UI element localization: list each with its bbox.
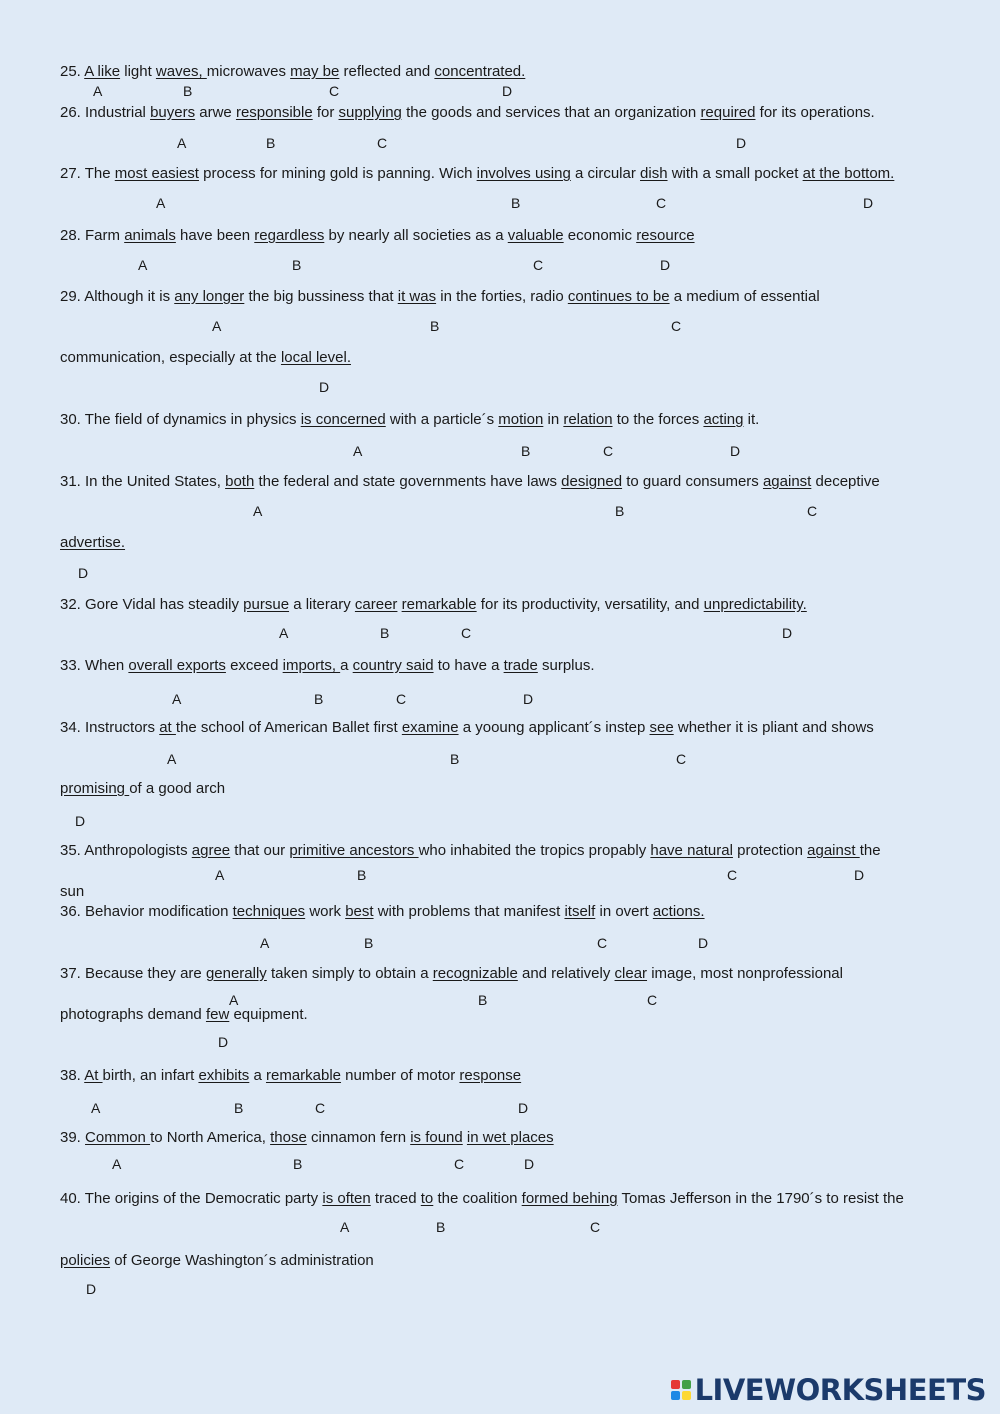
option-d: concentrated. — [434, 63, 526, 80]
letter-b: B — [357, 867, 367, 883]
option-a: buyers — [150, 104, 196, 121]
option-c: continues to be — [567, 288, 670, 305]
option-c: have natural — [650, 842, 733, 859]
letter-c: C — [461, 625, 472, 641]
option-a: most easiest — [114, 165, 199, 182]
letter-d: D — [319, 379, 330, 395]
option-b: it was — [397, 288, 437, 305]
option-b: career — [354, 596, 398, 613]
option-c: remarkable — [401, 596, 477, 613]
option-c: is found — [410, 1129, 463, 1146]
question-26: 26. Industrial buyers arwe responsible for supplying the goods and services that an organization required for its operations. — [60, 104, 875, 121]
letter-c: C — [656, 195, 667, 211]
logo-square-red — [671, 1380, 680, 1389]
option-b: regardless — [254, 227, 325, 244]
question-35: 35. Anthropologists agree that our primitive ancestors who inhabited the tropics propably have natural protection against the — [60, 842, 881, 859]
option-d: response — [459, 1067, 522, 1084]
logo-square-yellow — [682, 1391, 691, 1400]
option-b: to — [420, 1190, 434, 1207]
option-c: may be — [290, 63, 340, 80]
letter-b: B — [183, 83, 193, 99]
option-c: relation — [563, 411, 613, 428]
letter-d: D — [86, 1281, 97, 1297]
option-d: trade — [503, 657, 538, 674]
letter-b: B — [314, 691, 324, 707]
letter-b: B — [234, 1100, 244, 1116]
option-b: imports, — [282, 657, 341, 674]
question-37: 37. Because they are generally taken simply to obtain a recognizable and relatively clear image, most nonprofessional — [60, 965, 843, 982]
letter-a: A — [215, 867, 225, 883]
option-b: best — [345, 903, 374, 920]
letter-d: D — [502, 83, 513, 99]
letter-b: B — [266, 135, 276, 151]
letter-c: C — [676, 751, 687, 767]
letter-a: A — [353, 443, 363, 459]
option-d: required — [700, 104, 756, 121]
letter-d: D — [523, 691, 534, 707]
option-d: against — [807, 842, 860, 859]
option-d: actions. — [652, 903, 705, 920]
question-27: 27. The most easiest process for mining gold is panning. Wich involves using a circular dish with a small pocket at the bottom. — [60, 165, 895, 182]
option-c: see — [649, 719, 674, 736]
question-40: 40. The origins of the Democratic party is often traced to the coalition formed behing Tomas Jefferson in the 1790´s to resist the — [60, 1190, 904, 1207]
option-c: country said — [352, 657, 434, 674]
option-a: techniques — [232, 903, 306, 920]
letter-c: C — [329, 83, 340, 99]
option-a: generally — [205, 965, 267, 982]
question-31: 31. In the United States, both the federal and state governments have laws designed to guard consumers against deceptive — [60, 473, 880, 490]
letter-a: A — [167, 751, 177, 767]
letter-c: C — [727, 867, 738, 883]
option-b: responsible — [235, 104, 313, 121]
letter-a: A — [172, 691, 182, 707]
option-b: those — [270, 1129, 307, 1146]
letter-b: B — [478, 992, 488, 1008]
letter-a: A — [91, 1100, 101, 1116]
option-c: formed behing — [521, 1190, 618, 1207]
option-a: animals — [124, 227, 176, 244]
letter-c: C — [807, 503, 818, 519]
logo-square-blue — [671, 1391, 680, 1400]
question-38: 38. At birth, an infart exhibits a remarkable number of motor response — [60, 1067, 522, 1084]
option-b: designed — [561, 473, 623, 490]
option-d: acting — [703, 411, 744, 428]
option-c: valuable — [507, 227, 564, 244]
option-b: recognizable — [432, 965, 518, 982]
option-a: both — [225, 473, 255, 490]
logo-grid-icon — [671, 1380, 691, 1400]
option-b: motion — [498, 411, 544, 428]
liveworksheets-logo — [671, 1374, 986, 1406]
question-32: 32. Gore Vidal has steadily pursue a literary career remarkable for its productivity, versatility, and unpredictability. — [60, 596, 807, 613]
option-b: involves using — [476, 165, 571, 182]
letter-c: C — [454, 1156, 465, 1172]
letter-a: A — [212, 318, 222, 334]
option-c: dish — [640, 165, 668, 182]
option-d: local level. — [280, 349, 351, 366]
letter-d: D — [698, 935, 709, 951]
letter-a: A — [260, 935, 270, 951]
letter-c: C — [590, 1219, 601, 1235]
option-d: advertise. — [60, 534, 126, 551]
option-d: at the bottom. — [802, 165, 895, 182]
letter-d: D — [78, 565, 89, 581]
question-25: 25. A like light waves, microwaves may be reflected and concentrated. — [60, 63, 526, 80]
letter-b: B — [364, 935, 374, 951]
letter-a: A — [253, 503, 263, 519]
letter-d: D — [863, 195, 874, 211]
letter-d: D — [782, 625, 793, 641]
letter-b: B — [293, 1156, 303, 1172]
question-40-continued: policies of George Washington´s administration — [60, 1252, 374, 1269]
option-b: primitive ancestors — [289, 842, 419, 859]
question-39: 39. Common to North America, those cinnamon fern is found in wet places — [60, 1129, 554, 1146]
option-b: waves, — [155, 63, 207, 80]
logo-square-green — [682, 1380, 691, 1389]
letter-a: A — [279, 625, 289, 641]
letter-a: A — [340, 1219, 350, 1235]
letter-a: A — [156, 195, 166, 211]
letter-c: C — [377, 135, 388, 151]
question-30: 30. The field of dynamics in physics is concerned with a particle´s motion in relation to the forces acting it. — [60, 411, 760, 428]
letter-d: D — [524, 1156, 535, 1172]
letter-a: A — [112, 1156, 122, 1172]
letter-d: D — [730, 443, 741, 459]
option-a: pursue — [243, 596, 290, 613]
letter-d: D — [736, 135, 747, 151]
letter-b: B — [430, 318, 440, 334]
option-a: at — [159, 719, 176, 736]
letter-a: A — [93, 83, 103, 99]
letter-d: D — [660, 257, 671, 273]
option-d: policies — [60, 1252, 111, 1269]
letter-c: C — [533, 257, 544, 273]
letter-c: C — [603, 443, 614, 459]
option-d: unpredictability. — [703, 596, 807, 613]
option-d: few — [205, 1006, 230, 1023]
letter-a: A — [229, 992, 239, 1008]
question-31-continued — [60, 534, 125, 552]
letter-b: B — [521, 443, 531, 459]
letter-d: D — [75, 813, 86, 829]
letter-c: C — [396, 691, 407, 707]
option-a: Common — [85, 1129, 151, 1146]
option-d: resource — [636, 227, 695, 244]
option-c: itself — [564, 903, 596, 920]
letter-b: B — [436, 1219, 446, 1235]
letter-d: D — [854, 867, 865, 883]
option-c: against — [762, 473, 812, 490]
option-c: supplying — [338, 104, 402, 121]
letter-b: B — [511, 195, 521, 211]
question-37-continued: photographs demand few equipment. — [60, 1006, 308, 1023]
question-35-continued: sun — [60, 883, 85, 900]
option-d: promising — [60, 780, 130, 797]
option-a: At — [84, 1067, 103, 1084]
question-28: 28. Farm animals have been regardless by nearly all societies as a valuable economic resource — [60, 227, 695, 244]
option-a: agree — [191, 842, 231, 859]
letter-a: A — [177, 135, 187, 151]
letter-c: C — [315, 1100, 326, 1116]
option-a: any longer — [174, 288, 245, 305]
letter-d: D — [518, 1100, 529, 1116]
question-34-continued: promising of a good arch — [60, 780, 226, 797]
letter-b: B — [380, 625, 390, 641]
option-a: is often — [322, 1190, 371, 1207]
option-c: remarkable — [265, 1067, 342, 1084]
letter-d: D — [218, 1034, 229, 1050]
letter-a: A — [138, 257, 148, 273]
question-29-continued: communication, especially at the local level. — [60, 349, 351, 366]
letter-b: B — [615, 503, 625, 519]
question-34: 34. Instructors at the school of American Ballet first examine a yooung applicant´s instep see whether it is pliant and shows — [60, 719, 874, 736]
letter-b: B — [450, 751, 460, 767]
option-b: exhibits — [198, 1067, 250, 1084]
letter-c: C — [671, 318, 682, 334]
letter-c: C — [647, 992, 658, 1008]
letter-b: B — [292, 257, 302, 273]
option-a: overall exports — [128, 657, 226, 674]
letter-c: C — [597, 935, 608, 951]
question-33: 33. When overall exports exceed imports, a country said to have a trade surplus. — [60, 657, 595, 674]
question-36: 36. Behavior modification techniques work best with problems that manifest itself in overt actions. — [60, 903, 705, 920]
option-a: A like — [84, 63, 121, 80]
option-a: is concerned — [300, 411, 386, 428]
option-c: clear — [614, 965, 648, 982]
logo-text: LIVEWORKSHEETS — [694, 1373, 986, 1407]
option-b: examine — [401, 719, 459, 736]
option-d: in wet places — [466, 1129, 554, 1146]
question-29: 29. Although it is any longer the big bussiness that it was in the forties, radio continues to be a medium of essential — [60, 288, 820, 305]
